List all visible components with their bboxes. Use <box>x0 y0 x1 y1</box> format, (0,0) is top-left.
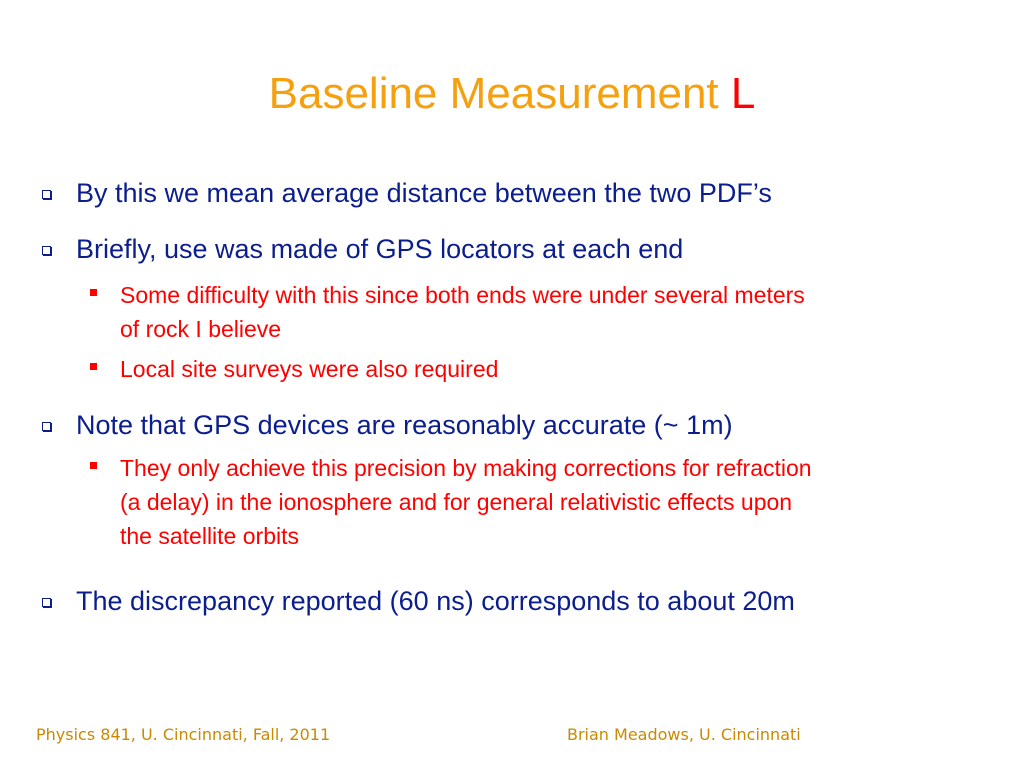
sub-bullet-item <box>120 352 498 386</box>
bullet-text: The discrepancy reported (60 ns) corresponds to about 20m <box>76 586 795 616</box>
hollow-square-bullet-icon <box>42 190 51 199</box>
footer-author: Brian Meadows, U. Cincinnati <box>567 725 801 744</box>
bullet-text: Note that GPS devices are reasonably accurate (~ 1m) <box>76 410 733 440</box>
bullet-text: By this we mean average distance between the two PDF’s <box>76 178 772 208</box>
sub-bullet-item <box>120 278 805 346</box>
sub-bullet-text: of rock I believe <box>120 316 282 342</box>
sub-bullet-text: Local site surveys were also required <box>120 356 499 382</box>
slide-title-text: Baseline Measurement <box>268 69 731 118</box>
bullet-item <box>76 584 795 618</box>
hollow-square-bullet-icon <box>42 246 51 255</box>
bullet-item <box>76 232 683 266</box>
bullet-item <box>76 408 733 442</box>
filled-square-bullet-icon <box>90 289 97 296</box>
hollow-square-bullet-icon <box>42 598 51 607</box>
sub-bullet-item <box>120 451 812 553</box>
footer-course: Physics 841, U. Cincinnati, Fall, 2011 <box>36 725 331 744</box>
hollow-square-bullet-icon <box>42 422 51 431</box>
bullet-item <box>76 176 772 210</box>
sub-bullet-text: They only achieve this precision by making corrections for refraction <box>120 455 812 481</box>
bullet-text: Briefly, use was made of GPS locators at each end <box>76 234 684 264</box>
filled-square-bullet-icon <box>90 462 97 469</box>
filled-square-bullet-icon <box>90 363 97 370</box>
sub-bullet-text: (a delay) in the ionosphere and for general relativistic effects upon <box>120 489 793 515</box>
slide-title-accent: L <box>730 69 756 118</box>
sub-bullet-text: Some difficulty with this since both ends were under several meters <box>120 282 805 308</box>
sub-bullet-text: the satellite orbits <box>120 523 299 549</box>
